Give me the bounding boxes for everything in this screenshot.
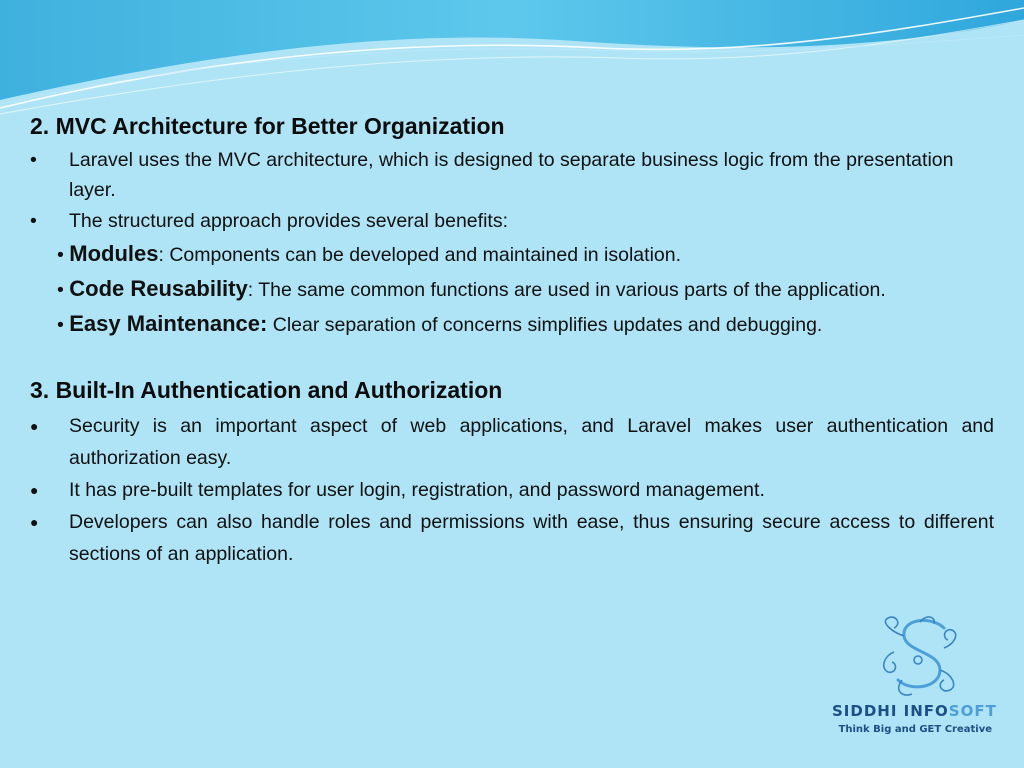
benefit-desc: Components can be developed and maintained in isolation. <box>163 244 682 266</box>
slide-content <box>30 108 994 570</box>
bullet: ● <box>30 418 39 434</box>
bullet: • <box>30 210 37 232</box>
list-item-text: Laravel uses the MVC architecture, which is designed to separate business logic from the presentation layer. <box>69 149 954 201</box>
benefit-sep: : <box>158 244 164 266</box>
bullet: • <box>57 314 64 336</box>
list-item-text: It has pre-built templates for user login, registration, and password management. <box>69 479 765 501</box>
benefit-item-code-reusability <box>57 272 927 307</box>
company-logo <box>832 612 996 744</box>
list-item <box>30 410 994 474</box>
list-item-text: Security is an important aspect of web applications, and Laravel makes user authentication and authorization easy. <box>69 415 994 469</box>
benefit-item-easy-maintenance <box>57 307 994 342</box>
benefit-item-modules <box>57 237 994 272</box>
bullet: ● <box>30 482 39 498</box>
list-item-text: Developers can also handle roles and permissions with ease, thus ensuring secure access to different sections of an application. <box>69 511 994 565</box>
brand-part-soft: SOFT <box>948 702 997 720</box>
list-item <box>30 144 994 205</box>
swirl-s-logo-icon <box>832 612 996 700</box>
section-3-heading: 3. Built-In Authentication and Authorization <box>30 377 503 403</box>
brand-name <box>832 702 996 720</box>
bullet: • <box>30 149 37 171</box>
brand-part-info: INFO <box>903 702 949 720</box>
brand-part-siddhi: SIDDHI <box>832 702 904 720</box>
brand-tagline: Think Big and GET Creative <box>838 724 992 735</box>
list-item <box>30 205 994 237</box>
section-2-heading: 2. MVC Architecture for Better Organization <box>30 113 505 139</box>
benefit-title: Easy Maintenance: <box>69 311 268 336</box>
bullet: ● <box>30 514 39 530</box>
list-item <box>30 474 994 506</box>
benefit-title: Modules <box>69 241 159 266</box>
benefit-title: Code Reusability <box>69 276 248 301</box>
benefit-sep: : <box>247 279 254 301</box>
bullet: • <box>57 279 64 301</box>
benefit-desc: The same common functions are used in various parts of the application. <box>253 279 886 301</box>
list-item <box>30 506 994 570</box>
bullet: • <box>57 244 64 266</box>
list-item-text: The structured approach provides several benefits: <box>69 210 508 232</box>
benefit-desc: Clear separation of concerns simplifies updates and debugging. <box>267 314 823 336</box>
